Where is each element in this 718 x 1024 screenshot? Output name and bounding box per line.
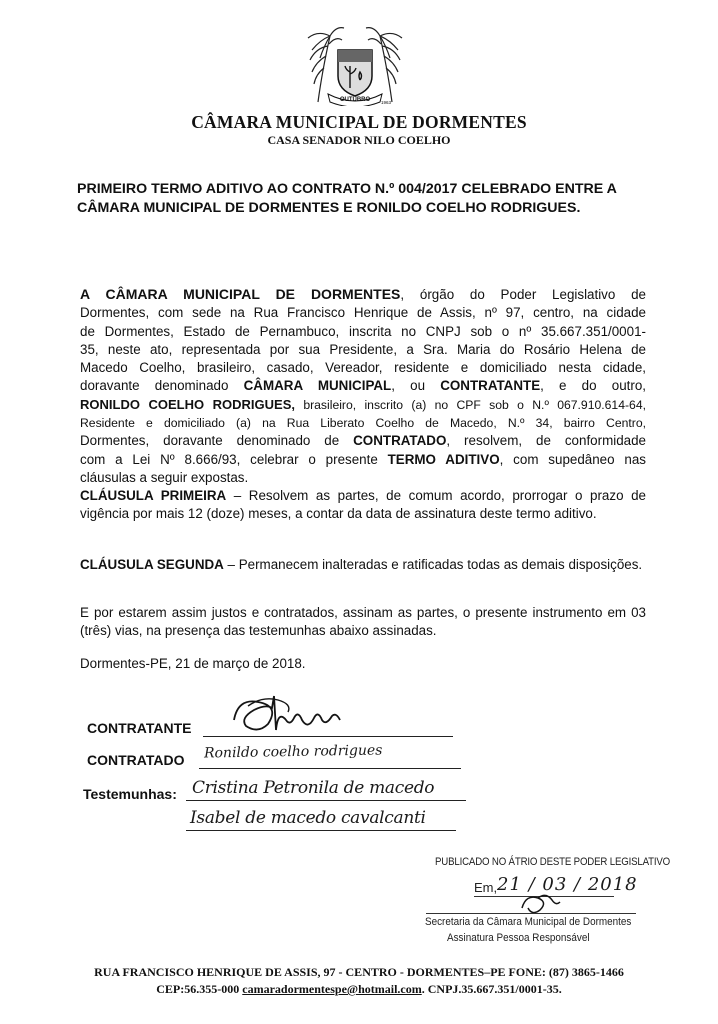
clause-first-label: CLÁUSULA PRIMEIRA [80,488,227,503]
stamp-signature-line [426,913,636,914]
intro-line-1 [80,285,646,304]
publication-stamp-secretaria: Secretaria da Câmara Municipal de Dormentes [425,916,632,928]
intro-line-1-text: , órgão do Poder Legislativo de [400,287,646,302]
footer-cnpj: . CNPJ.35.667.351/0001-35. [421,982,562,996]
title-line-1: PRIMEIRO TERMO ADITIVO AO CONTRATO N.º 004/2017 CELEBRADO ENTRE A [77,181,617,197]
clause-second [80,556,646,574]
footer-cep: CEP:56.355-000 [156,982,243,996]
intro-line-7-text: brasileiro, inscrito (a) no CPF sob o N.º 067.910.614-64, [295,397,646,412]
intro-line-10a: com a Lei Nº 8.666/93, celebrar o presente [80,451,388,467]
emblem-year-text: 1963 [380,100,392,105]
contratado-signature-line [199,768,461,769]
term-contratante: CONTRATANTE [440,378,541,394]
intro-line-6a: doravante denominado [80,378,244,394]
intro-paragraph [80,285,646,487]
party-name-contractor: RONILDO COELHO RODRIGUES, [80,396,295,412]
intro-line-6 [80,377,646,395]
witnesses-label: Testemunhas: [83,786,177,802]
org-name: CÂMARA MUNICIPAL DE DORMENTES [191,112,527,132]
org-subtitle: CASA SENADOR NILO COELHO [267,133,451,147]
intro-line-6e: , e do outro, [540,378,646,394]
footer-email-link[interactable]: camaradormentespe@hotmail.com [242,982,422,996]
witness2-signature: Isabel de macedo cavalcanti [190,808,426,828]
contratado-label: CONTRATADO [87,752,185,768]
term-camara-municipal: CÂMARA MUNICIPAL [243,378,392,394]
clause-first-text: – Resolvem as partes, de comum acordo, prorrogar o prazo de vigência por mais 12 (doze) meses, a contar da data de assinatura deste termo aditivo. [80,488,646,522]
intro-line-7 [80,396,646,414]
contratado-signature: Ronildo coelho rodrigues [203,742,383,762]
footer-address: RUA FRANCISCO HENRIQUE DE ASSIS, 97 - CENTRO - DORMENTES–PE FONE: (87) 3865-1466 [94,965,624,979]
place-and-date: Dormentes-PE, 21 de março de 2018. [80,656,306,671]
shield-icon [338,50,372,96]
intro-line-6c: , ou [391,378,441,394]
witness1-signature-line [186,800,466,801]
intro-line-9a: Dormentes, doravante denominado de [80,433,354,449]
intro-line-8: Residente e domiciliado (a) na Rua Liberato Coelho de Macedo, N.º 34, bairro Centro, [80,416,646,431]
publication-stamp-date: 21 / 03 / 2018 [497,874,638,895]
publication-stamp-assinatura: Assinatura Pessoa Responsável [447,932,590,944]
intro-line-5: Macedo Coelho, brasileiro, casado, Vereador, residente e domiciliado nesta cidade, [80,360,646,376]
witness1-signature: Cristina Petronila de macedo [192,778,435,798]
document-title [77,180,657,218]
intro-line-11: cláusulas a seguir expostas. [80,469,249,485]
party-name-chamber: A CÂMARA MUNICIPAL DE DORMENTES [80,286,401,302]
intro-line-9c: , resolvem, de conformidade [446,433,646,449]
publication-stamp-em-label: Em, [474,880,498,895]
emblem-banner-text: OUTUBRO [339,97,371,103]
contratante-signature [228,690,358,740]
clause-second-text: – Permanecem inalteradas e ratificadas todas as demais disposições. [223,557,643,572]
intro-line-10 [80,451,646,469]
contratante-label: CONTRATANTE [87,720,192,736]
clause-first [80,487,646,524]
intro-line-3: de Dormentes, Estado de Pernambuco, inscrita no CNPJ sob o nº 35.667.351/0001- [80,323,646,339]
intro-line-9 [80,432,646,450]
term-contratado: CONTRATADO [353,433,447,449]
clause-second-label: CLÁUSULA SEGUNDA [80,557,224,572]
publication-stamp-header: PUBLICADO NO ÁTRIO DESTE PODER LEGISLATIVO [435,856,671,868]
term-termo-aditivo: TERMO ADITIVO [387,451,500,467]
footer-contact [0,982,718,997]
intro-line-4: 35, neste ato, representada por sua Presidente, a Sra. Maria do Rosário Helena de [80,341,646,357]
witness2-signature-line [186,830,456,831]
municipal-coat-of-arms [300,22,410,106]
closing-paragraph: E por estarem assim justos e contratados, assinam as partes, o presente instrumento em 03 (três) vias, na presença das testemunhas abaixo assinadas. [80,605,646,639]
intro-line-2: Dormentes, com sede na Rua Francisco Henrique de Assis, nº 97, centro, na cidade [80,305,646,321]
title-line-2: CÂMARA MUNICIPAL DE DORMENTES E RONILDO COELHO RODRIGUES. [77,200,581,216]
intro-line-10c: , com supedâneo nas [499,451,647,467]
